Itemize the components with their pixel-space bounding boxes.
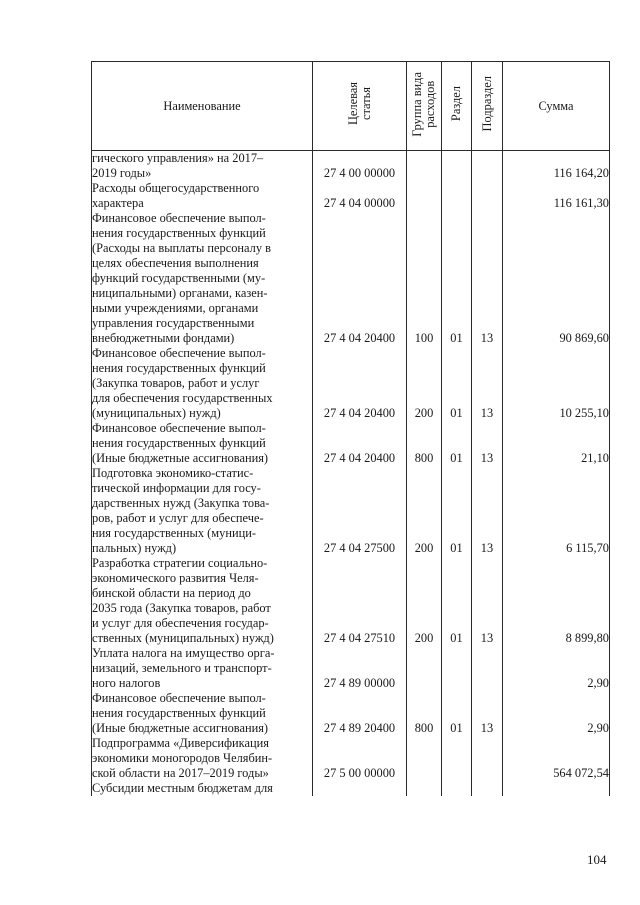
row-name: Уплата налога на имущество орга- низаций, земельного и транспорт- ного налогов	[92, 646, 313, 691]
header-group	[407, 62, 442, 151]
header-section	[442, 62, 472, 151]
row-name: Подготовка экономико-статис- тической информации для госу- дарственных нужд (Закупка това- ров, работ и услуг для обеспече- ния государственных (муници- пальных) нужд)	[92, 466, 313, 556]
row-section: 01	[442, 211, 472, 346]
row-target: 27 5 00 00000	[313, 736, 407, 781]
row-target: 27 4 04 00000	[313, 181, 407, 211]
row-section	[442, 151, 472, 182]
row-sum: 116 161,30	[503, 181, 610, 211]
row-section: 01	[442, 556, 472, 646]
row-sum: 6 115,70	[503, 466, 610, 556]
row-target: 27 4 04 20400	[313, 346, 407, 421]
row-section: 01	[442, 421, 472, 466]
row-name: Расходы общегосударственного характера	[92, 181, 313, 211]
row-subsection	[472, 646, 503, 691]
row-target: 27 4 04 27500	[313, 466, 407, 556]
row-target: 27 4 04 20400	[313, 421, 407, 466]
table-row	[92, 736, 610, 781]
row-group: 200	[407, 346, 442, 421]
header-subsection-label: Подраздел	[479, 76, 494, 132]
row-subsection	[472, 736, 503, 781]
row-target: 27 4 04 20400	[313, 211, 407, 346]
header-subsection	[472, 62, 503, 151]
table-row	[92, 691, 610, 736]
header-section-label: Раздел	[449, 86, 463, 122]
row-name: Финансовое обеспечение выпол- нения государственных функций (Закупка товаров, работ и услуг для обеспечения государственных (муниципальных) нужд)	[92, 346, 313, 421]
row-sum: 8 899,80	[503, 556, 610, 646]
row-group: 800	[407, 421, 442, 466]
row-sum: 10 255,10	[503, 346, 610, 421]
table-row	[92, 556, 610, 646]
row-target	[313, 781, 407, 796]
row-sum: 2,90	[503, 646, 610, 691]
row-target: 27 4 04 27510	[313, 556, 407, 646]
row-subsection: 13	[472, 691, 503, 736]
page-number: 104	[587, 852, 607, 867]
budget-table-container	[91, 61, 609, 796]
row-group: 200	[407, 466, 442, 556]
row-section	[442, 646, 472, 691]
table-row	[92, 781, 610, 796]
row-group	[407, 781, 442, 796]
row-name: гического управления» на 2017– 2019 годы»	[92, 151, 313, 182]
header-name: Наименование	[92, 62, 313, 151]
header-group-label: Группа вида расходов	[410, 71, 437, 137]
row-target: 27 4 89 20400	[313, 691, 407, 736]
row-group: 200	[407, 556, 442, 646]
row-group: 100	[407, 211, 442, 346]
row-section	[442, 781, 472, 796]
row-name: Финансовое обеспечение выпол- нения государственных функций (Иные бюджетные ассигнования)	[92, 421, 313, 466]
row-section: 01	[442, 691, 472, 736]
table-row	[92, 466, 610, 556]
row-group	[407, 736, 442, 781]
row-subsection	[472, 181, 503, 211]
table-row	[92, 151, 610, 182]
row-group	[407, 151, 442, 182]
header-target	[313, 62, 407, 151]
row-sum	[503, 781, 610, 796]
budget-table	[91, 61, 610, 796]
table-header-row	[92, 62, 610, 151]
row-subsection: 13	[472, 421, 503, 466]
row-sum: 564 072,54	[503, 736, 610, 781]
row-name: Финансовое обеспечение выпол- нения государственных функций (Расходы на выплаты персоналу в целях обеспечения выполнения функций государственными (му- ниципальными) органами, казен- ными учреждениями, органами управления государственными внебюджетными фондами)	[92, 211, 313, 346]
row-sum: 2,90	[503, 691, 610, 736]
table-row	[92, 181, 610, 211]
row-name: Подпрограмма «Диверсификация экономики моногородов Челябин- ской области на 2017–2019 годы»	[92, 736, 313, 781]
row-sum: 90 869,60	[503, 211, 610, 346]
header-target-label: Целевая статья	[345, 82, 373, 126]
table-row	[92, 346, 610, 421]
row-section	[442, 736, 472, 781]
row-name: Разработка стратегии социально- экономического развития Челя- бинской области на период до 2035 года (Закупка товаров, работ и услуг для обеспечения государ- ственных (муниципальных) нужд)	[92, 556, 313, 646]
table-row	[92, 211, 610, 346]
row-subsection: 13	[472, 466, 503, 556]
table-row	[92, 421, 610, 466]
row-section: 01	[442, 466, 472, 556]
row-group	[407, 181, 442, 211]
row-group: 800	[407, 691, 442, 736]
row-subsection: 13	[472, 211, 503, 346]
row-subsection: 13	[472, 346, 503, 421]
row-section	[442, 181, 472, 211]
row-target: 27 4 89 00000	[313, 646, 407, 691]
row-sum: 21,10	[503, 421, 610, 466]
row-subsection	[472, 151, 503, 182]
row-target: 27 4 00 00000	[313, 151, 407, 182]
row-section: 01	[442, 346, 472, 421]
row-sum: 116 164,20	[503, 151, 610, 182]
row-subsection: 13	[472, 556, 503, 646]
table-row	[92, 646, 610, 691]
row-group	[407, 646, 442, 691]
row-subsection	[472, 781, 503, 796]
header-sum: Сумма	[503, 62, 610, 151]
row-name: Финансовое обеспечение выпол- нения государственных функций (Иные бюджетные ассигнования)	[92, 691, 313, 736]
row-name: Субсидии местным бюджетам для	[92, 781, 313, 796]
